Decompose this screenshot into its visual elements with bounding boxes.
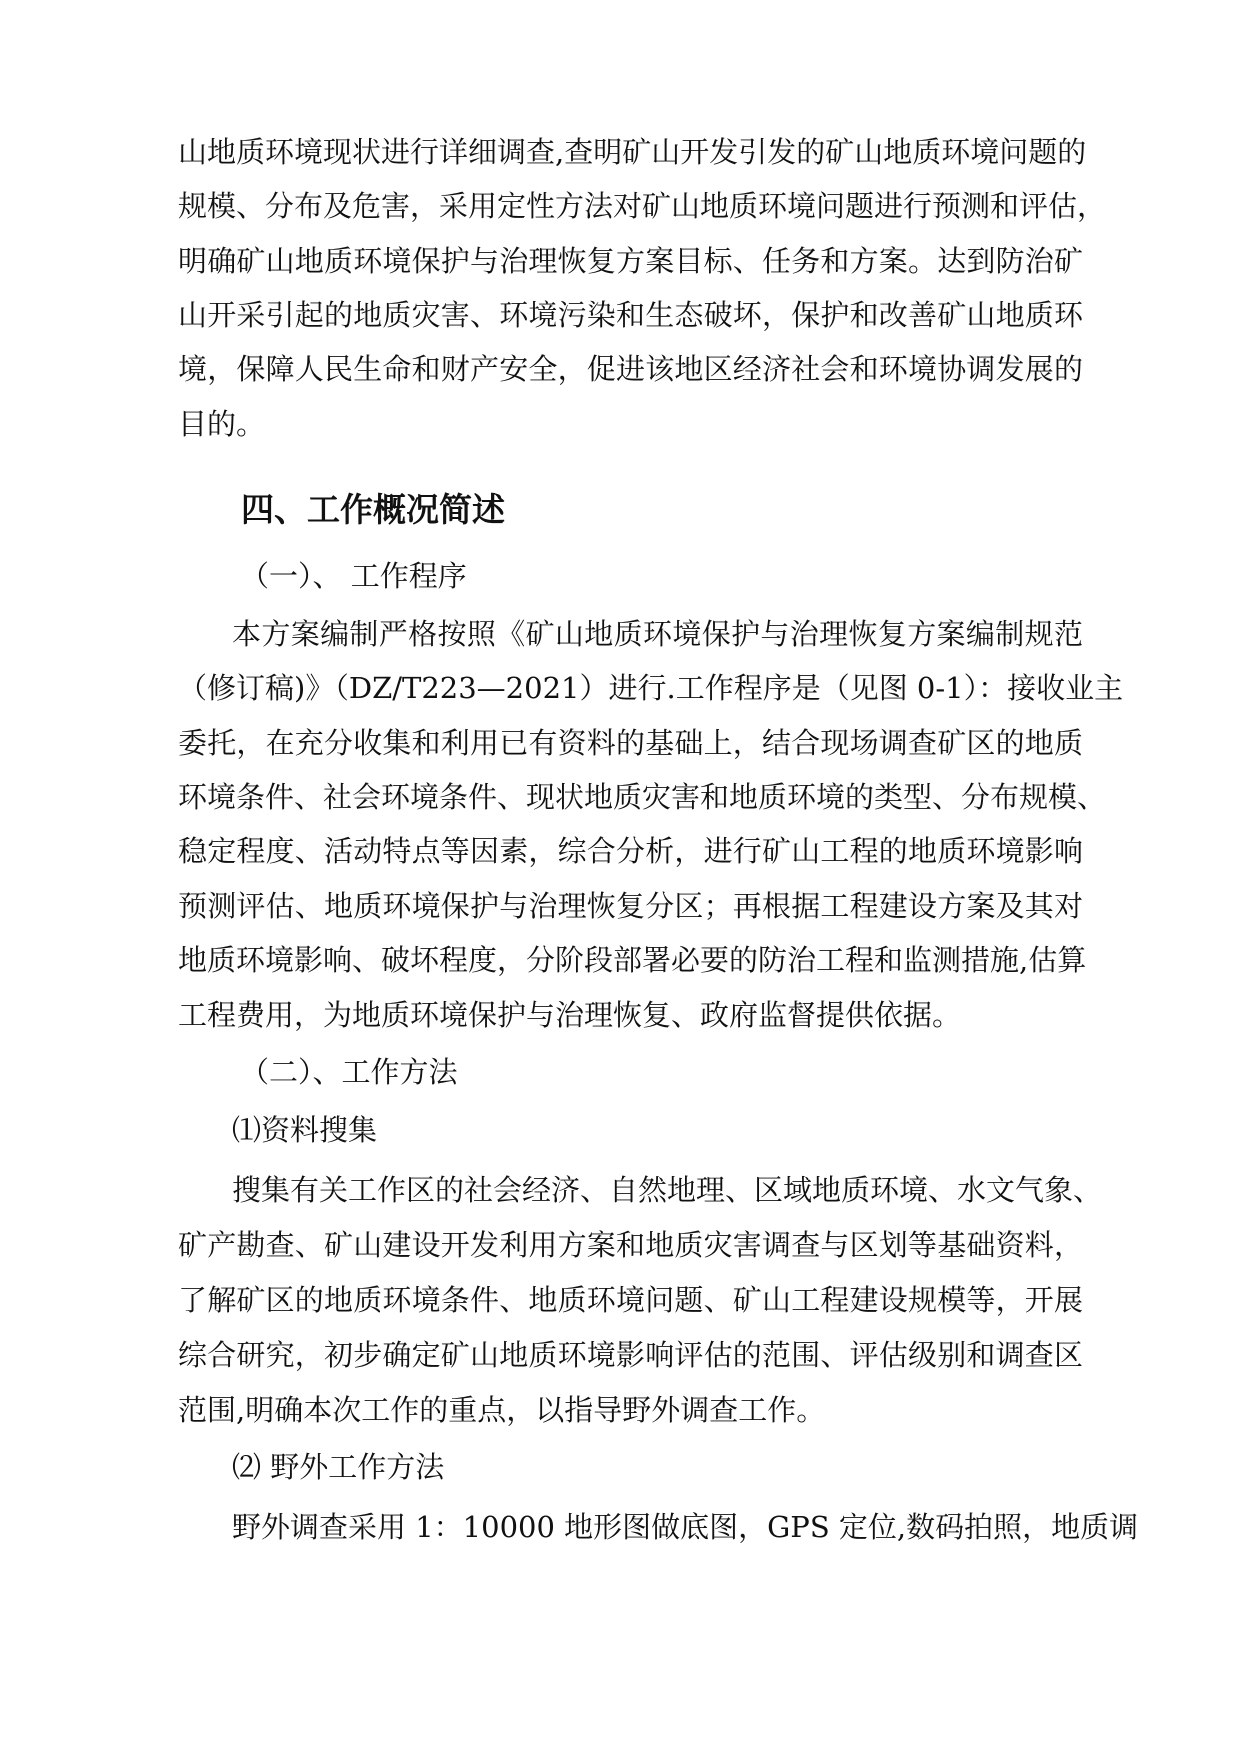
paragraph1-line-1: 山地质环境现状进行详细调查,查明矿山开发引发的矿山地质环境问题的 (178, 135, 1087, 169)
paragraph2-line-1: 本方案编制严格按照《矿山地质环境保护与治理恢复方案编制规范 (232, 617, 1083, 651)
paragraph1-line-4: 山开采引起的地质灾害、环境污染和生态破坏，保护和改善矿山地质环 (178, 298, 1083, 332)
paragraph2-line-5: 稳定程度、活动特点等因素，综合分析，进行矿山工程的地质环境影响 (178, 834, 1083, 868)
paragraph1-line-5: 境，保障人民生命和财产安全，促进该地区经济社会和环境协调发展的 (178, 352, 1083, 386)
subsection1-title: （一）、 工作程序 (240, 559, 467, 593)
paragraph2-line-4: 环境条件、社会环境条件、现状地质灾害和地质环境的类型、分布规模、 (178, 780, 1107, 814)
paragraph2-line-8: 工程费用，为地质环境保护与治理恢复、政府监督提供依据。 (178, 998, 962, 1032)
section-heading: 四、工作概况简述 (241, 490, 505, 529)
paragraph1-line-2: 规模、分布及危害，采用定性方法对矿山地质环境问题进行预测和评估， (178, 189, 1107, 223)
paragraph3-line-5: 范围,明确本次工作的重点，以指导野外调查工作。 (178, 1393, 826, 1427)
item1-title: ⑴资料搜集 (232, 1113, 378, 1147)
paragraph4-line-1: 野外调查采用 1：10000 地形图做底图，GPS 定位,数码拍照，地质调 (232, 1510, 1139, 1544)
subsection2-title: （二）、工作方法 (240, 1055, 458, 1089)
paragraph1-line-3: 明确矿山地质环境保护与治理恢复方案目标、任务和方案。达到防治矿 (178, 244, 1083, 278)
paragraph2-line-7: 地质环境影响、破坏程度，分阶段部署必要的防治工程和监测措施,估算 (178, 943, 1087, 977)
paragraph2-line-6: 预测评估、地质环境保护与治理恢复分区；再根据工程建设方案及其对 (178, 889, 1083, 923)
paragraph3-line-4: 综合研究，初步确定矿山地质环境影响评估的范围、评估级别和调查区 (178, 1338, 1083, 1372)
paragraph3-line-3: 了解矿区的地质环境条件、地质环境问题、矿山工程建设规模等，开展 (178, 1283, 1083, 1317)
paragraph2-line-2: （修订稿)》（DZ/T223—2021）进行.工作程序是（见图 0-1）：接收业主 (178, 671, 1124, 705)
item2-title: ⑵ 野外工作方法 (232, 1450, 445, 1484)
paragraph2-line-3: 委托，在充分收集和利用已有资料的基础上，结合现场调查矿区的地质 (178, 726, 1083, 760)
paragraph1-line-6: 目的。 (178, 407, 266, 441)
paragraph3-line-1: 搜集有关工作区的社会经济、自然地理、区域地质环境、水文气象、 (232, 1173, 1103, 1207)
paragraph3-line-2: 矿产勘查、矿山建设开发利用方案和地质灾害调查与区划等基础资料， (178, 1228, 1083, 1262)
